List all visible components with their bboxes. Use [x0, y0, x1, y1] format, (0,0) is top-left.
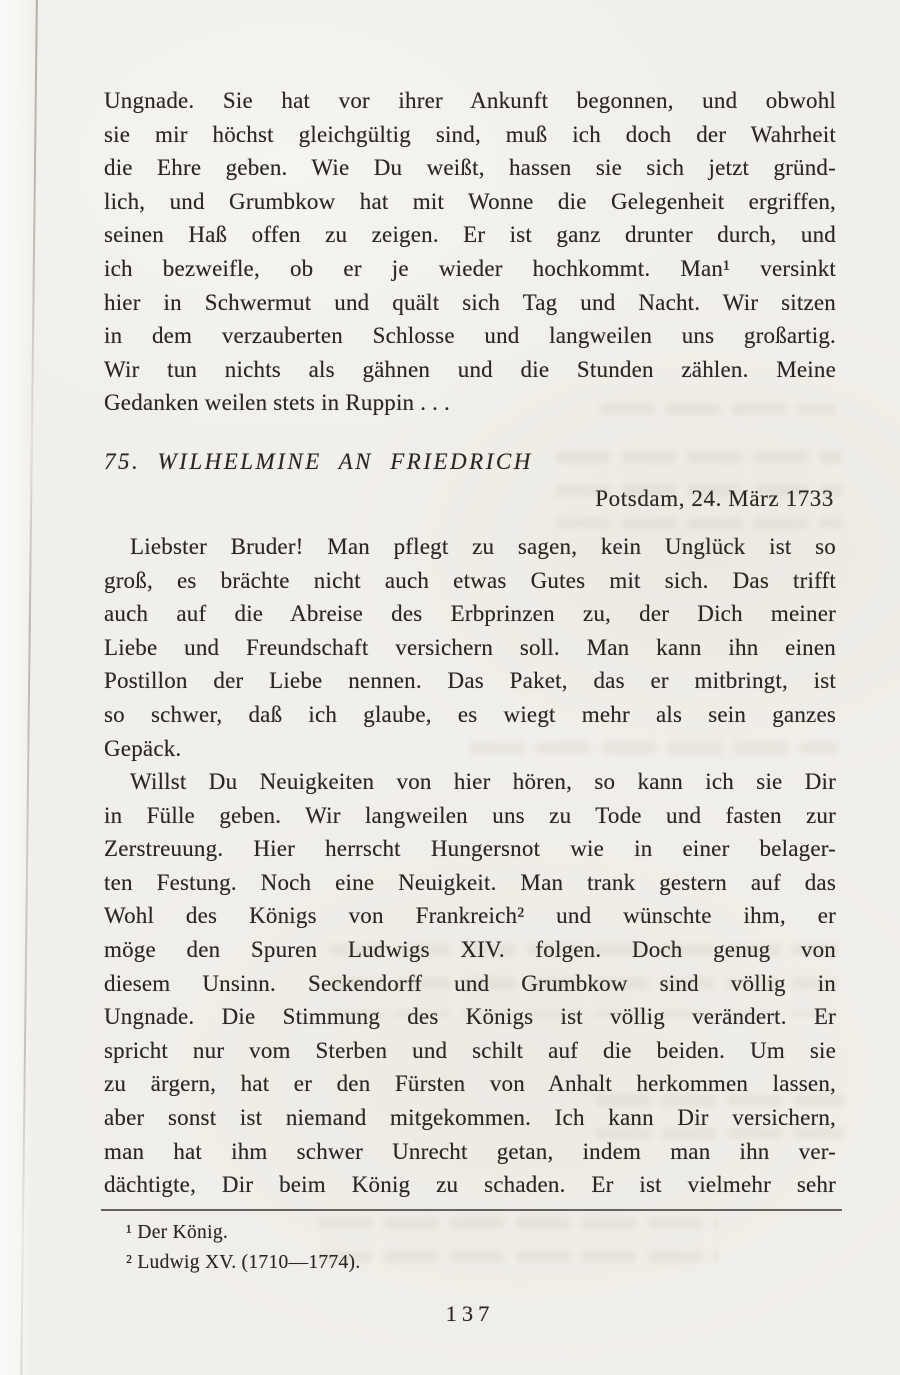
- text-line: groß, es brächte nicht auch etwas Gutes mit sich. Das trifft: [104, 567, 836, 593]
- text-line: spricht nur vom Sterben und schilt auf die beiden. Um sie: [104, 1037, 836, 1063]
- text-line: in dem verzauberten Schlosse und langweilen uns großartig.: [104, 323, 836, 349]
- footnote: ² Ludwig XV. (1710—1774).: [126, 1252, 361, 1274]
- paragraph-continuation: [104, 84, 836, 420]
- text-line: Gepäck.: [104, 735, 182, 761]
- letter-dateline: Potsdam, 24. März 1733: [595, 485, 834, 511]
- text-line: ten Festung. Noch eine Neuigkeit. Man trank gestern auf das: [104, 869, 836, 895]
- text-line: aber sonst ist niemand mitgekommen. Ich kann Dir versichern,: [104, 1105, 836, 1131]
- footnotes: [104, 1218, 836, 1279]
- text-line: auch auf die Abreise des Erbprinzen zu, der Dich meiner: [104, 601, 836, 627]
- text-line: so schwer, daß ich glaube, es wiegt mehr als sein ganzes: [104, 701, 836, 727]
- text-line: Zerstreuung. Hier herrscht Hungersnot wie in einer belager-: [104, 836, 836, 862]
- text-line: Gedanken weilen stets in Ruppin . . .: [104, 390, 450, 416]
- text-line: lich, und Grumbkow hat mit Wonne die Gelegenheit ergriffen,: [104, 188, 836, 214]
- text-line: hier in Schwermut und quält sich Tag und Nacht. Wir sitzen: [104, 289, 836, 315]
- paragraph: [104, 530, 836, 765]
- text-line: zu ärgern, hat er den Fürsten von Anhalt herkommen lassen,: [104, 1071, 836, 1097]
- text-line: möge den Spuren Ludwigs XIV. folgen. Doch genug von: [104, 937, 836, 963]
- text-line: seinen Haß offen zu zeigen. Er ist ganz drunter durch, und: [104, 222, 836, 248]
- text-line: Liebster Bruder! Man pflegt zu sagen, kein Unglück ist so: [130, 533, 836, 559]
- text-line: diesem Unsinn. Seckendorff und Grumbkow sind völlig in: [104, 970, 836, 996]
- letter-heading: 75. WILHELMINE AN FRIEDRICH: [104, 448, 533, 474]
- text-line: dächtigte, Dir beim König zu schaden. Er ist vielmehr sehr: [104, 1172, 836, 1198]
- text-line: ich bezweifle, ob er je wieder hochkommt. Man¹ versinkt: [104, 255, 836, 281]
- page-number: 137: [445, 1300, 495, 1326]
- footnote-separator: [101, 1209, 842, 1211]
- text-line: Willst Du Neuigkeiten von hier hören, so kann ich sie Dir: [130, 769, 836, 795]
- paragraph: [104, 765, 836, 1202]
- text-line: in Fülle geben. Wir langweilen uns zu Tode und fasten zur: [104, 802, 836, 828]
- text-line: Ungnade. Die Stimmung des Königs ist völlig verändert. Er: [104, 1004, 836, 1030]
- page-text-column: [104, 84, 836, 1327]
- text-line: die Ehre geben. Wie Du weißt, hassen sie sich jetzt gründ-: [104, 155, 836, 181]
- text-line: man hat ihm schwer Unrecht getan, indem man ihn ver-: [104, 1138, 836, 1164]
- text-line: Liebe und Freundschaft versichern soll. Man kann ihn einen: [104, 634, 836, 660]
- text-line: Ungnade. Sie hat vor ihrer Ankunft begonnen, und obwohl: [104, 88, 836, 113]
- text-line: Wohl des Königs von Frankreich² und wünschte ihm, er: [104, 903, 836, 929]
- text-line: sie mir höchst gleichgültig sind, muß ich doch der Wahrheit: [104, 121, 836, 147]
- footnote: ¹ Der König.: [126, 1221, 229, 1243]
- text-line: Postillon der Liebe nennen. Das Paket, das er mitbringt, ist: [104, 668, 836, 694]
- text-line: Wir tun nichts als gähnen und die Stunden zählen. Meine: [104, 356, 836, 382]
